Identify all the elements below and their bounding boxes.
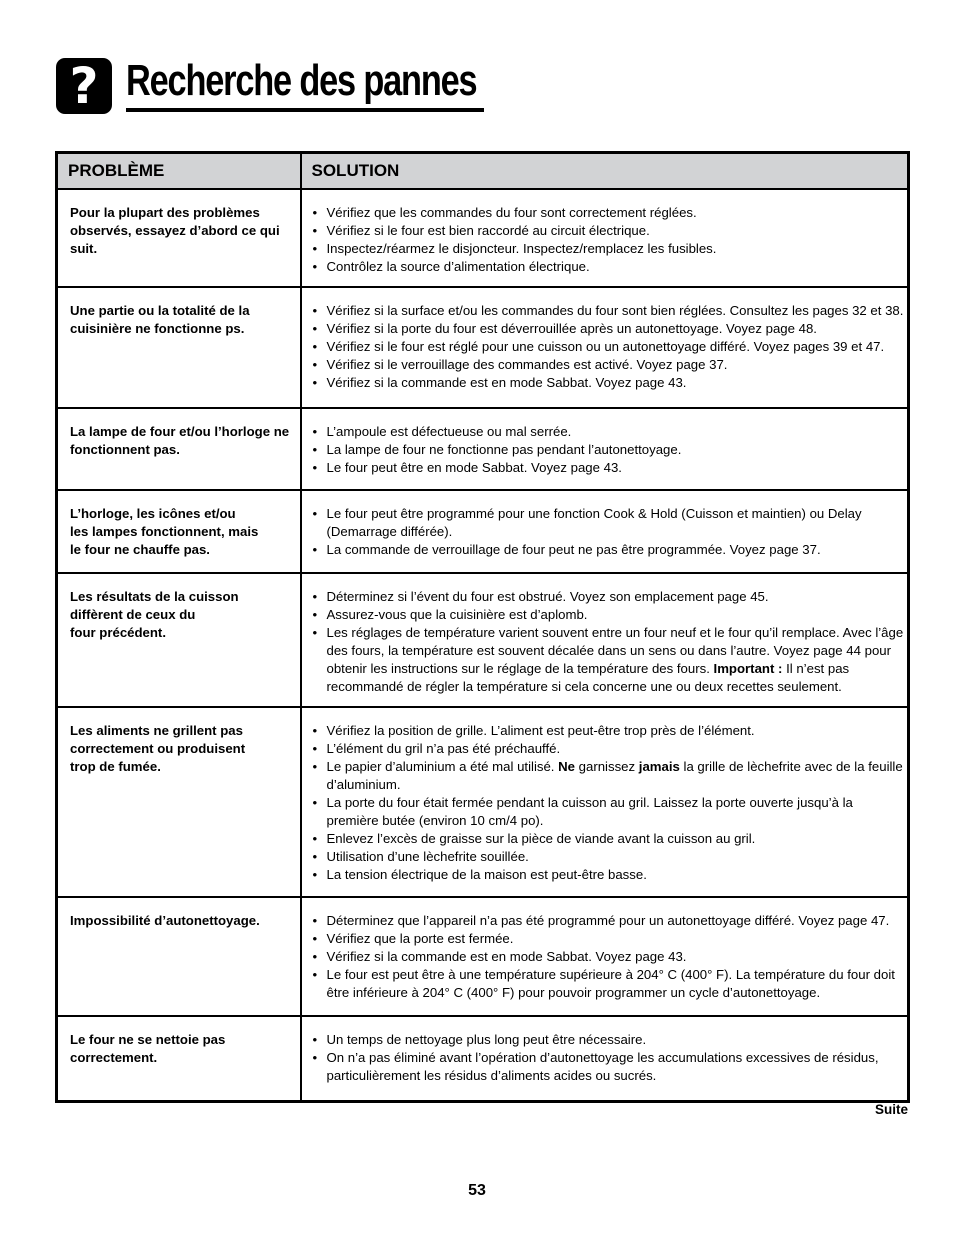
solution-item	[312, 758, 906, 794]
page-number: 53	[468, 1182, 486, 1199]
problem-cell	[57, 1016, 301, 1101]
solution-list	[312, 302, 906, 392]
solution-list	[312, 722, 906, 884]
column-header-solution: SOLUTION	[301, 153, 909, 190]
solution-item: • La lampe de four ne fonctionne pas pendant l’autonettoyage.	[312, 441, 906, 459]
solution-item: • La commande de verrouillage de four peut ne pas être programmée. Voyez page 37.	[312, 541, 906, 559]
solution-item: • Vérifiez la position de grille. L’aliment est peut-être trop près de l’élément.	[312, 722, 906, 740]
solution-item: • Vérifiez si le four est bien raccordé au circuit électrique.	[312, 222, 906, 240]
table-row	[57, 408, 909, 490]
solution-cell	[301, 287, 909, 408]
solution-text: la grille de lèchefrite avec de la feuille d’aluminium.	[326, 759, 903, 792]
solution-item: • Vérifiez que la porte est fermée.	[312, 930, 906, 948]
solution-item: • Vérifiez si la commande est en mode Sabbat. Voyez page 43.	[312, 948, 906, 966]
solution-cell	[301, 573, 909, 707]
problem-text: L’horloge, les icônes et/ou	[70, 506, 236, 521]
solution-text: garnissez	[575, 759, 639, 774]
problem-cell	[57, 287, 301, 408]
problem-text: Le four ne se nettoie pas correctement.	[70, 1032, 226, 1065]
solution-item: • Utilisation d’une lèchefrite souillée.	[312, 848, 906, 866]
solution-item: • Déterminez si l’évent du four est obstrué. Voyez son emplacement page 45.	[312, 588, 906, 606]
solution-cell	[301, 189, 909, 287]
emphasis-text: Important :	[713, 661, 783, 676]
table-row	[57, 490, 909, 573]
solution-item: • Vérifiez si le four est réglé pour une cuisson ou un autonettoyage différé. Voyez pages 39 et 47.	[312, 338, 906, 356]
solution-item: • L’ampoule est défectueuse ou mal serrée.	[312, 423, 906, 441]
emphasis-text: Ne	[558, 759, 575, 774]
problem-text: les lampes fonctionnent, mais	[70, 524, 259, 539]
problem-cell	[57, 408, 301, 490]
problem-text: Les aliments ne grillent pas	[70, 723, 243, 738]
table-row	[57, 707, 909, 897]
table-row	[57, 189, 909, 287]
continued-label: Suite	[874, 1102, 908, 1117]
title-underline	[126, 108, 484, 112]
solution-cell	[301, 1016, 909, 1101]
solution-cell	[301, 897, 909, 1016]
problem-cell	[57, 573, 301, 707]
problem-text: le four ne chauffe pas.	[70, 542, 210, 557]
solution-item: • Vérifiez si la commande est en mode Sabbat. Voyez page 43.	[312, 374, 906, 392]
table-header-row	[57, 153, 909, 190]
solution-list	[312, 912, 906, 1002]
solution-item: • Contrôlez la source d’alimentation électrique.	[312, 258, 906, 276]
problem-cell	[57, 189, 301, 287]
problem-text: correctement ou produisent	[70, 741, 246, 756]
table-row	[57, 287, 909, 408]
problem-text: four précédent.	[70, 625, 166, 640]
table-row	[57, 897, 909, 1016]
problem-cell	[57, 707, 301, 897]
solution-item: • Le four peut être en mode Sabbat. Voyez page 43.	[312, 459, 906, 477]
solution-item: • Vérifiez si la surface et/ou les commandes du four sont bien réglées. Consultez les pages 32 et 38.	[312, 302, 906, 320]
page-title: Recherche des pannes	[126, 56, 477, 105]
solution-cell	[301, 490, 909, 573]
solution-item: • Inspectez/réarmez le disjoncteur. Inspectez/remplacez les fusibles.	[312, 240, 906, 258]
solution-item: • Déterminez que l’appareil n’a pas été programmé pour un autonettoyage différé. Voyez page 47.	[312, 912, 906, 930]
solution-item	[312, 624, 906, 696]
troubleshooting-table	[55, 151, 910, 1103]
problem-cell	[57, 490, 301, 573]
problem-text: diffèrent de ceux du	[70, 607, 196, 622]
table-row	[57, 1016, 909, 1101]
solution-list	[312, 1031, 906, 1085]
solution-cell	[301, 707, 909, 897]
solution-item: • Un temps de nettoyage plus long peut être nécessaire.	[312, 1031, 906, 1049]
solution-item: • L’élément du gril n’a pas été préchauffé.	[312, 740, 906, 758]
page-header	[56, 54, 496, 118]
solution-list	[312, 588, 906, 696]
column-header-problem: PROBLÈME	[57, 153, 301, 190]
solution-text: Le papier d’aluminium a été mal utilisé.	[326, 759, 559, 774]
solution-item: • Vérifiez si la porte du four est déverrouillée après un autonettoyage. Voyez page 48.	[312, 320, 906, 338]
solution-item: • Le four peut être programmé pour une fonction Cook & Hold (Cuisson et maintien) ou Delay (Demarrage différée).	[312, 505, 906, 541]
solution-item: • Vérifiez que les commandes du four sont correctement réglées.	[312, 204, 906, 222]
solution-item: • On n’a pas éliminé avant l’opération d’autonettoyage les accumulations excessives de résidus, particulièrement les résidus d’aliments acides ou sucrés.	[312, 1049, 906, 1085]
problem-text: Impossibilité d’autonettoyage.	[70, 913, 260, 928]
table-row	[57, 573, 909, 707]
problem-text: trop de fumée.	[70, 759, 161, 774]
problem-text: Pour la plupart des problèmes observés, essayez d’abord ce qui suit.	[70, 205, 280, 256]
problem-text: Les résultats de la cuisson	[70, 589, 239, 604]
solution-cell	[301, 408, 909, 490]
solution-text: Les réglages de température varient souvent entre un four neuf et le four qu’il remplace. Avec l’âge des fours, la température est souvent décalée dans un sens ou dans l’autre. Voyez page 44 pour obtenir les instructions sur le réglage de la température des fours.	[326, 625, 904, 676]
solution-item: • Enlevez l’excès de graisse sur la pièce de viande avant la cuisson au gril.	[312, 830, 906, 848]
solution-item: • Le four est peut être à une température supérieure à 204° C (400° F). La température du four doit être inférieure à 204° C (400° F) pour pouvoir programmer un cycle d’autonettoyage.	[312, 966, 906, 1002]
solution-list	[312, 505, 906, 559]
question-mark-icon: ?	[56, 58, 112, 114]
solution-list	[312, 204, 906, 276]
problem-cell	[57, 897, 301, 1016]
solution-text: Il n’est pas recommandé de régler la température si cela concerne une ou deux recettes seulement.	[326, 661, 850, 694]
solution-item: • La porte du four était fermée pendant la cuisson au gril. Laissez la porte ouverte jusqu’à la première butée (environ 10 cm/4 po).	[312, 794, 906, 830]
emphasis-text: jamais	[638, 759, 680, 774]
solution-item: • Vérifiez si le verrouillage des commandes est activé. Voyez page 37.	[312, 356, 906, 374]
solution-item: • Assurez-vous que la cuisinière est d’aplomb.	[312, 606, 906, 624]
problem-text: Une partie ou la totalité de la cuisinière ne fonctionne ps.	[70, 303, 250, 336]
solution-item: • La tension électrique de la maison est peut-être basse.	[312, 866, 906, 884]
problem-text: La lampe de four et/ou l’horloge ne fonctionnent pas.	[70, 424, 290, 457]
solution-list	[312, 423, 906, 477]
